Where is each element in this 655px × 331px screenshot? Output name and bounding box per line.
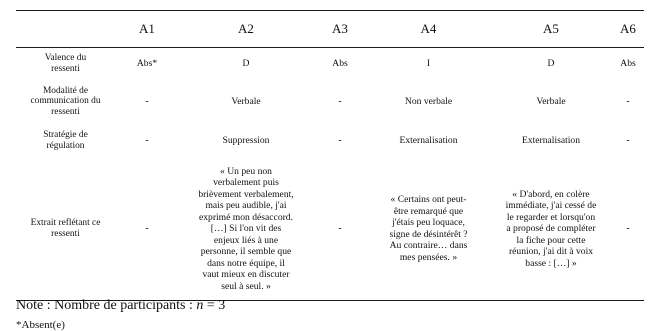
table-header-row bbox=[16, 11, 644, 48]
cell-extrait-a6: - bbox=[612, 158, 644, 301]
row-label-strategie: Stratégie de régulation bbox=[43, 129, 88, 151]
cell-strategie-a1: - bbox=[145, 134, 149, 146]
row-label-valence: Valence du ressenti bbox=[44, 53, 87, 74]
note-suffix: = 3 bbox=[203, 298, 226, 313]
cell-extrait-a2 bbox=[179, 158, 313, 301]
cell-modalite-a2: Verbale bbox=[231, 95, 261, 107]
cell-modalite-a3: - bbox=[338, 95, 342, 107]
cell-strategie-a4: Externalisation bbox=[399, 134, 458, 146]
note-prefix: Note : Nombre de participants : bbox=[16, 298, 197, 313]
table-row-modalite bbox=[16, 80, 644, 124]
cell-valence-a6: Abs bbox=[620, 58, 636, 69]
cell-valence-a5: D bbox=[547, 58, 555, 69]
cell-extrait-a3: - bbox=[313, 158, 367, 301]
cell-strategie-a3: - bbox=[338, 134, 342, 146]
cell-valence-a3: Abs bbox=[332, 58, 348, 69]
header-a1: A1 bbox=[115, 11, 179, 48]
row-label-extrait: Extrait reflétant ce ressenti bbox=[16, 158, 115, 301]
header-a6: A6 bbox=[612, 11, 644, 48]
header-a4: A4 bbox=[367, 11, 490, 48]
quote-a5: « D'abord, en colère immédiate, j'ai cessé de le regarder et lorsqu'on a proposé de compléter la fiche pour cette réunion, j'ai dit à voix basse : […] » bbox=[505, 188, 597, 269]
cell-modalite-a4: Non verbale bbox=[404, 95, 453, 107]
cell-extrait-a5 bbox=[490, 158, 612, 301]
results-table-container bbox=[16, 10, 644, 301]
cell-extrait-a4 bbox=[367, 158, 490, 301]
cell-valence-a4: I bbox=[426, 58, 431, 69]
cell-strategie-a2: Suppression bbox=[222, 134, 270, 146]
quote-a2: « Un peu non verbalement puis brièvement verbalement, mais peu audible, j'ai exprimé mon désaccord. […] Si l'on vit des enjeux liés à une personne, il semble que dans notre équipe, il vaut mieux en discuter seul à seul. » bbox=[198, 165, 294, 292]
cell-valence-a2: D bbox=[242, 58, 250, 69]
quote-a4: « Certains ont peut-être remarqué que j'étais peu loquace, signe de désintérêt ? Au contraire… dans mes pensées. » bbox=[389, 194, 468, 263]
cell-extrait-a1: - bbox=[115, 158, 179, 301]
cell-modalite-a5: Verbale bbox=[536, 95, 566, 107]
table-row-valence bbox=[16, 48, 644, 80]
table-row-strategie bbox=[16, 124, 644, 158]
cell-strategie-a6: - bbox=[626, 134, 630, 146]
header-a3: A3 bbox=[313, 11, 367, 48]
table-row-extrait bbox=[16, 158, 644, 301]
results-table bbox=[16, 10, 644, 301]
table-note bbox=[16, 298, 225, 314]
cell-modalite-a1: - bbox=[145, 95, 149, 107]
cell-modalite-a6: - bbox=[626, 95, 630, 107]
cell-strategie-a5: Externalisation bbox=[521, 134, 581, 146]
header-a2: A2 bbox=[179, 11, 313, 48]
note-n-symbol: n bbox=[196, 298, 204, 313]
cell-valence-a1: Abs* bbox=[136, 58, 158, 69]
row-label-modalite: Modalité de communication du ressenti bbox=[30, 85, 101, 117]
header-a5: A5 bbox=[490, 11, 612, 48]
footnote-absent: *Absent(e) bbox=[16, 319, 65, 331]
header-corner bbox=[16, 11, 115, 48]
